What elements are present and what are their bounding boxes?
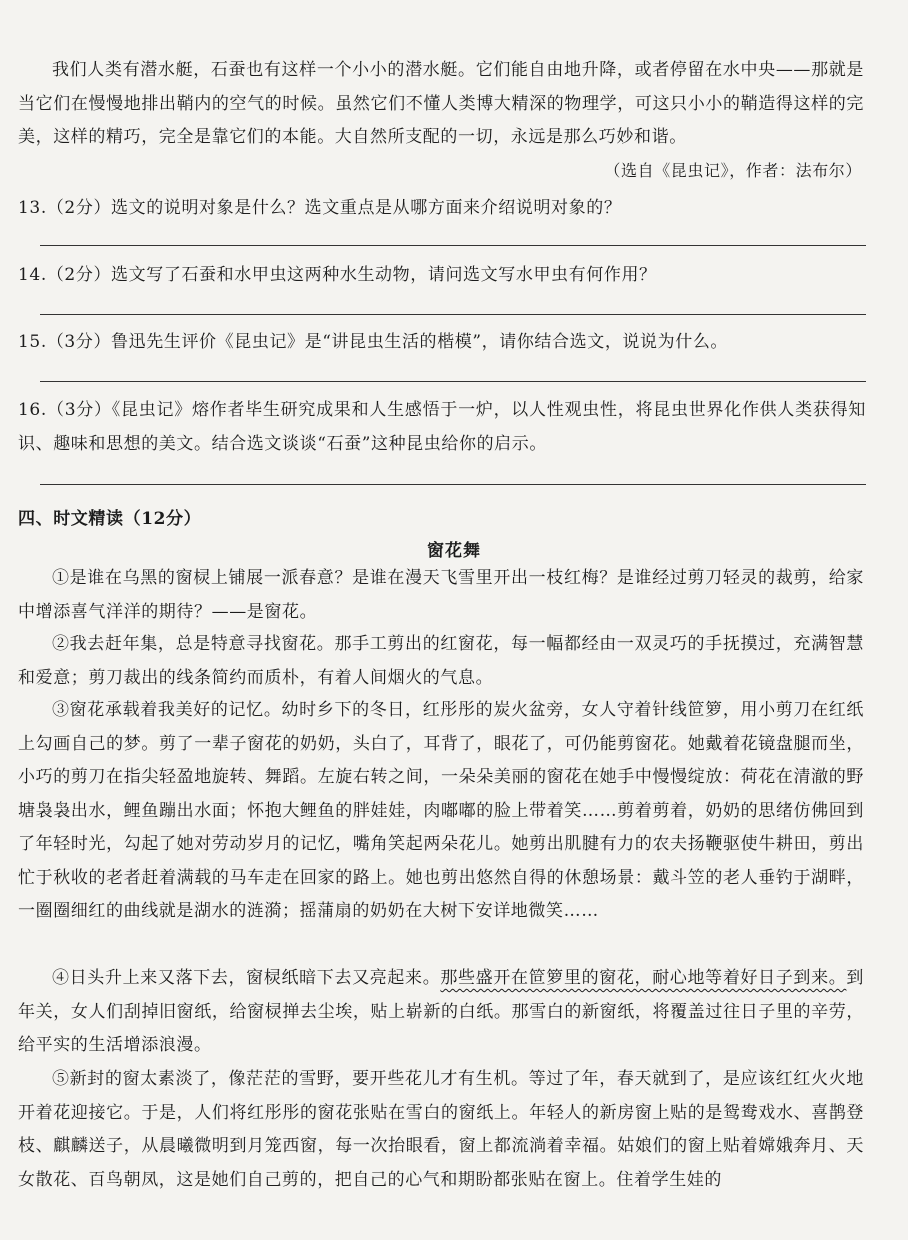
question-13: 13.（2分）选文的说明对象是什么？选文重点是从哪方面来介绍说明对象的？ [18,198,622,218]
answer-line-14[interactable] [40,314,866,315]
answer-line-16[interactable] [40,484,866,485]
article-title: 窗花舞 [427,541,481,561]
article-paragraph-5: ⑤新封的窗太素淡了，像茫茫的雪野，要开些花儿才有生机。等过了年，春天就到了，是应该红红火火地开着花迎接它。于是，人们将红彤彤的窗花张贴在雪白的窗纸上。年轻人的新房窗上贴的是鸳鸯戏水、喜鹊登枝、麒麟送子，从晨曦微明到月笼西窗，每一次抬眼看，窗上都流淌着幸福。姑娘们的窗上贴着嫦娥奔月、天女散花、百鸟朝凤，这是她们自己剪的，把自己的心气和期盼都张贴在窗上。住着学生娃的 [18,1069,864,1190]
question-16: 16.（3分）《昆虫记》熔作者毕生研究成果和人生感悟于一炉，以人性观虫性，将昆虫世界化作供人类获得知识、趣味和思想的美文。结合选文谈谈“石蚕”这种昆虫给你的启示。 [18,400,866,454]
question-15: 15.（3分）鲁迅先生评价《昆虫记》是“讲昆虫生活的楷模”，请你结合选文，说说为什么。 [18,332,729,352]
answer-line-13[interactable] [40,245,866,246]
section-heading: 四、时文精读（12分） [18,509,202,529]
answer-line-15[interactable] [40,381,866,382]
article-paragraph-4 [18,962,864,1063]
article-paragraph-2: ②我去赶年集，总是特意寻找窗花。那手工剪出的红窗花，每一幅都经由一双灵巧的手抚摸过，充满智慧和爱意；剪刀裁出的线条简约而质朴，有着人间烟火的气息。 [18,634,864,688]
paragraph-4-end: 到年关，女人们刮掉旧窗纸，给窗棂掸去尘埃，贴上崭新的白纸。那雪白的新窗纸，将覆盖过往日子里的辛劳，给平实的生活增添浪漫。 [18,968,864,1055]
article-paragraph-1: ①是谁在乌黑的窗棂上铺展一派春意？是谁在漫天飞雪里开出一枝红梅？是谁经过剪刀轻灵的裁剪，给家中增添喜气洋洋的期待？——是窗花。 [18,568,864,622]
question-14: 14.（2分）选文写了石蚕和水甲虫这两种水生动物，请问选文写水甲虫有何作用？ [18,265,657,285]
underlined-sentence: 那些盛开在笸箩里的窗花，耐心地等着好日子到来。 [440,968,847,988]
article-paragraph-3: ③窗花承载着我美好的记忆。幼时乡下的冬日，红彤彤的炭火盆旁，女人守着针线笸箩，用小剪刀在红纸上勾画自己的梦。剪了一辈子窗花的奶奶，头白了，耳背了，眼花了，可仍能剪窗花。她戴着花镜盘腿而坐，小巧的剪刀在指尖轻盈地旋转、舞蹈。左旋右转之间，一朵朵美丽的窗花在她手中慢慢绽放：荷花在清澈的野塘袅袅出水，鲤鱼蹦出水面；怀抱大鲤鱼的胖娃娃，肉嘟嘟的脸上带着笑……剪着剪着，奶奶的思绪仿佛回到了年轻时光，勾起了她对劳动岁月的记忆，嘴角笑起两朵花儿。她剪出肌腱有力的农夫扬鞭驱使牛耕田，剪出忙于秋收的老者赶着满载的马车走在回家的路上。她也剪出悠然自得的休憩场景：戴斗笠的老人垂钓于湖畔，一圈圈细红的曲线就是湖水的涟漪；摇蒲扇的奶奶在大树下安详地微笑…… [18,700,864,921]
passage-source: （选自《昆虫记》，作者：法布尔） [604,161,862,180]
paragraph-4-start: ④日头升上来又落下去，窗棂纸暗下去又亮起来。 [52,968,441,988]
passage-paragraph: 我们人类有潜水艇，石蚕也有这样一个小小的潜水艇。它们能自由地升降，或者停留在水中央——那就是当它们在慢慢地排出鞘内的空气的时候。虽然它们不懂人类博大精深的物理学，可这只小小的鞘造得这样的完美，这样的精巧，完全是靠它们的本能。大自然所支配的一切，永远是那么巧妙和谐。 [18,60,864,147]
